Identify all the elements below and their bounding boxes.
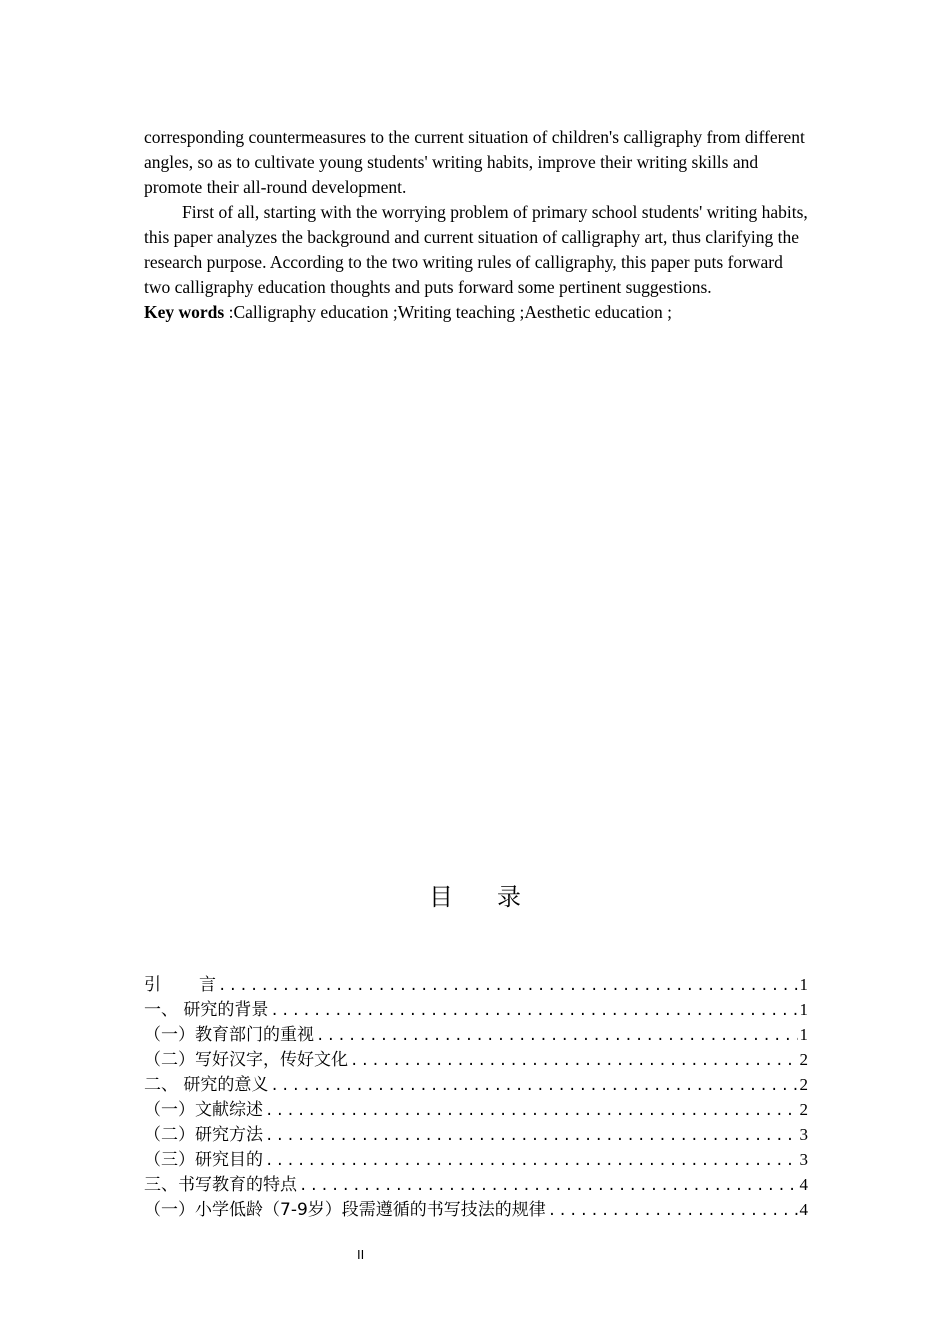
- toc-entry-title: （一）文献综述: [144, 1100, 263, 1120]
- toc-entry-page: 1: [799, 1000, 808, 1019]
- toc-entry[interactable]: [144, 1072, 808, 1097]
- page-number: II: [357, 1247, 365, 1262]
- toc-entry-page: 1: [799, 1025, 808, 1044]
- keywords-label: Key words: [144, 302, 225, 322]
- toc-entry[interactable]: [144, 1172, 808, 1197]
- toc-entry-title: （二）写好汉字，传好文化: [144, 1050, 348, 1070]
- keywords-line: [144, 300, 808, 325]
- keywords-text: :Calligraphy education ;Writing teaching ;Aesthetic education ;: [224, 302, 673, 322]
- toc-entry[interactable]: [144, 1097, 808, 1122]
- toc-leader-dots: [299, 1174, 798, 1199]
- toc-leader-dots: [350, 1049, 798, 1074]
- toc-leader-dots: [316, 1024, 798, 1049]
- table-of-contents: [144, 972, 808, 1222]
- toc-entry-title: 三、书写教育的特点: [144, 1175, 297, 1195]
- toc-entry-title: 二、 研究的意义: [144, 1075, 269, 1095]
- toc-leader-dots: [270, 999, 797, 1024]
- toc-leader-dots: [548, 1199, 798, 1224]
- toc-title-right: 录: [497, 883, 521, 911]
- toc-entry[interactable]: [144, 1022, 808, 1047]
- toc-entry[interactable]: [144, 997, 808, 1022]
- toc-entry[interactable]: [144, 972, 808, 997]
- toc-leader-dots: [218, 974, 798, 999]
- toc-entry-page: 3: [799, 1125, 808, 1144]
- abstract-paragraph: First of all, starting with the worrying problem of primary school students' writing habits, this paper analyzes the background and current situation of calligraphy art, thus clarifying the research purpose. According to the two writing rules of calligraphy, this paper puts forward two calligraphy education thoughts and puts forward some pertinent suggestions.: [144, 202, 808, 297]
- toc-entry-page: 1: [799, 975, 808, 994]
- toc-entry-title: 引 言: [144, 975, 216, 995]
- abstract-section: [144, 125, 808, 325]
- toc-title-left: 目: [429, 883, 453, 911]
- toc-leader-dots: [270, 1074, 797, 1099]
- toc-entry-page: 2: [799, 1100, 808, 1119]
- toc-entry-page: 4: [799, 1175, 808, 1194]
- toc-entry[interactable]: [144, 1197, 808, 1222]
- toc-title: [0, 880, 950, 914]
- toc-entry[interactable]: [144, 1047, 808, 1072]
- toc-entry-title: （二）研究方法: [144, 1125, 263, 1145]
- toc-entry-page: 2: [799, 1075, 808, 1094]
- toc-leader-dots: [265, 1099, 798, 1124]
- toc-entry-title: 一、 研究的背景: [144, 1000, 269, 1020]
- toc-entry-page: 4: [799, 1200, 808, 1219]
- toc-leader-dots: [265, 1149, 798, 1174]
- toc-entry[interactable]: [144, 1122, 808, 1147]
- toc-entry-page: 2: [799, 1050, 808, 1069]
- abstract-paragraph: corresponding countermeasures to the current situation of children's calligraphy from different angles, so as to cultivate young students' writing habits, improve their writing skills and promote their all-round development.: [144, 127, 805, 197]
- toc-entry-page: 3: [799, 1150, 808, 1169]
- toc-entry-title: （三）研究目的: [144, 1150, 263, 1170]
- toc-entry-title: （一）小学低龄（7-9岁）段需遵循的书写技法的规律: [144, 1200, 546, 1220]
- toc-leader-dots: [265, 1124, 798, 1149]
- toc-entry[interactable]: [144, 1147, 808, 1172]
- toc-entry-title: （一）教育部门的重视: [144, 1025, 314, 1045]
